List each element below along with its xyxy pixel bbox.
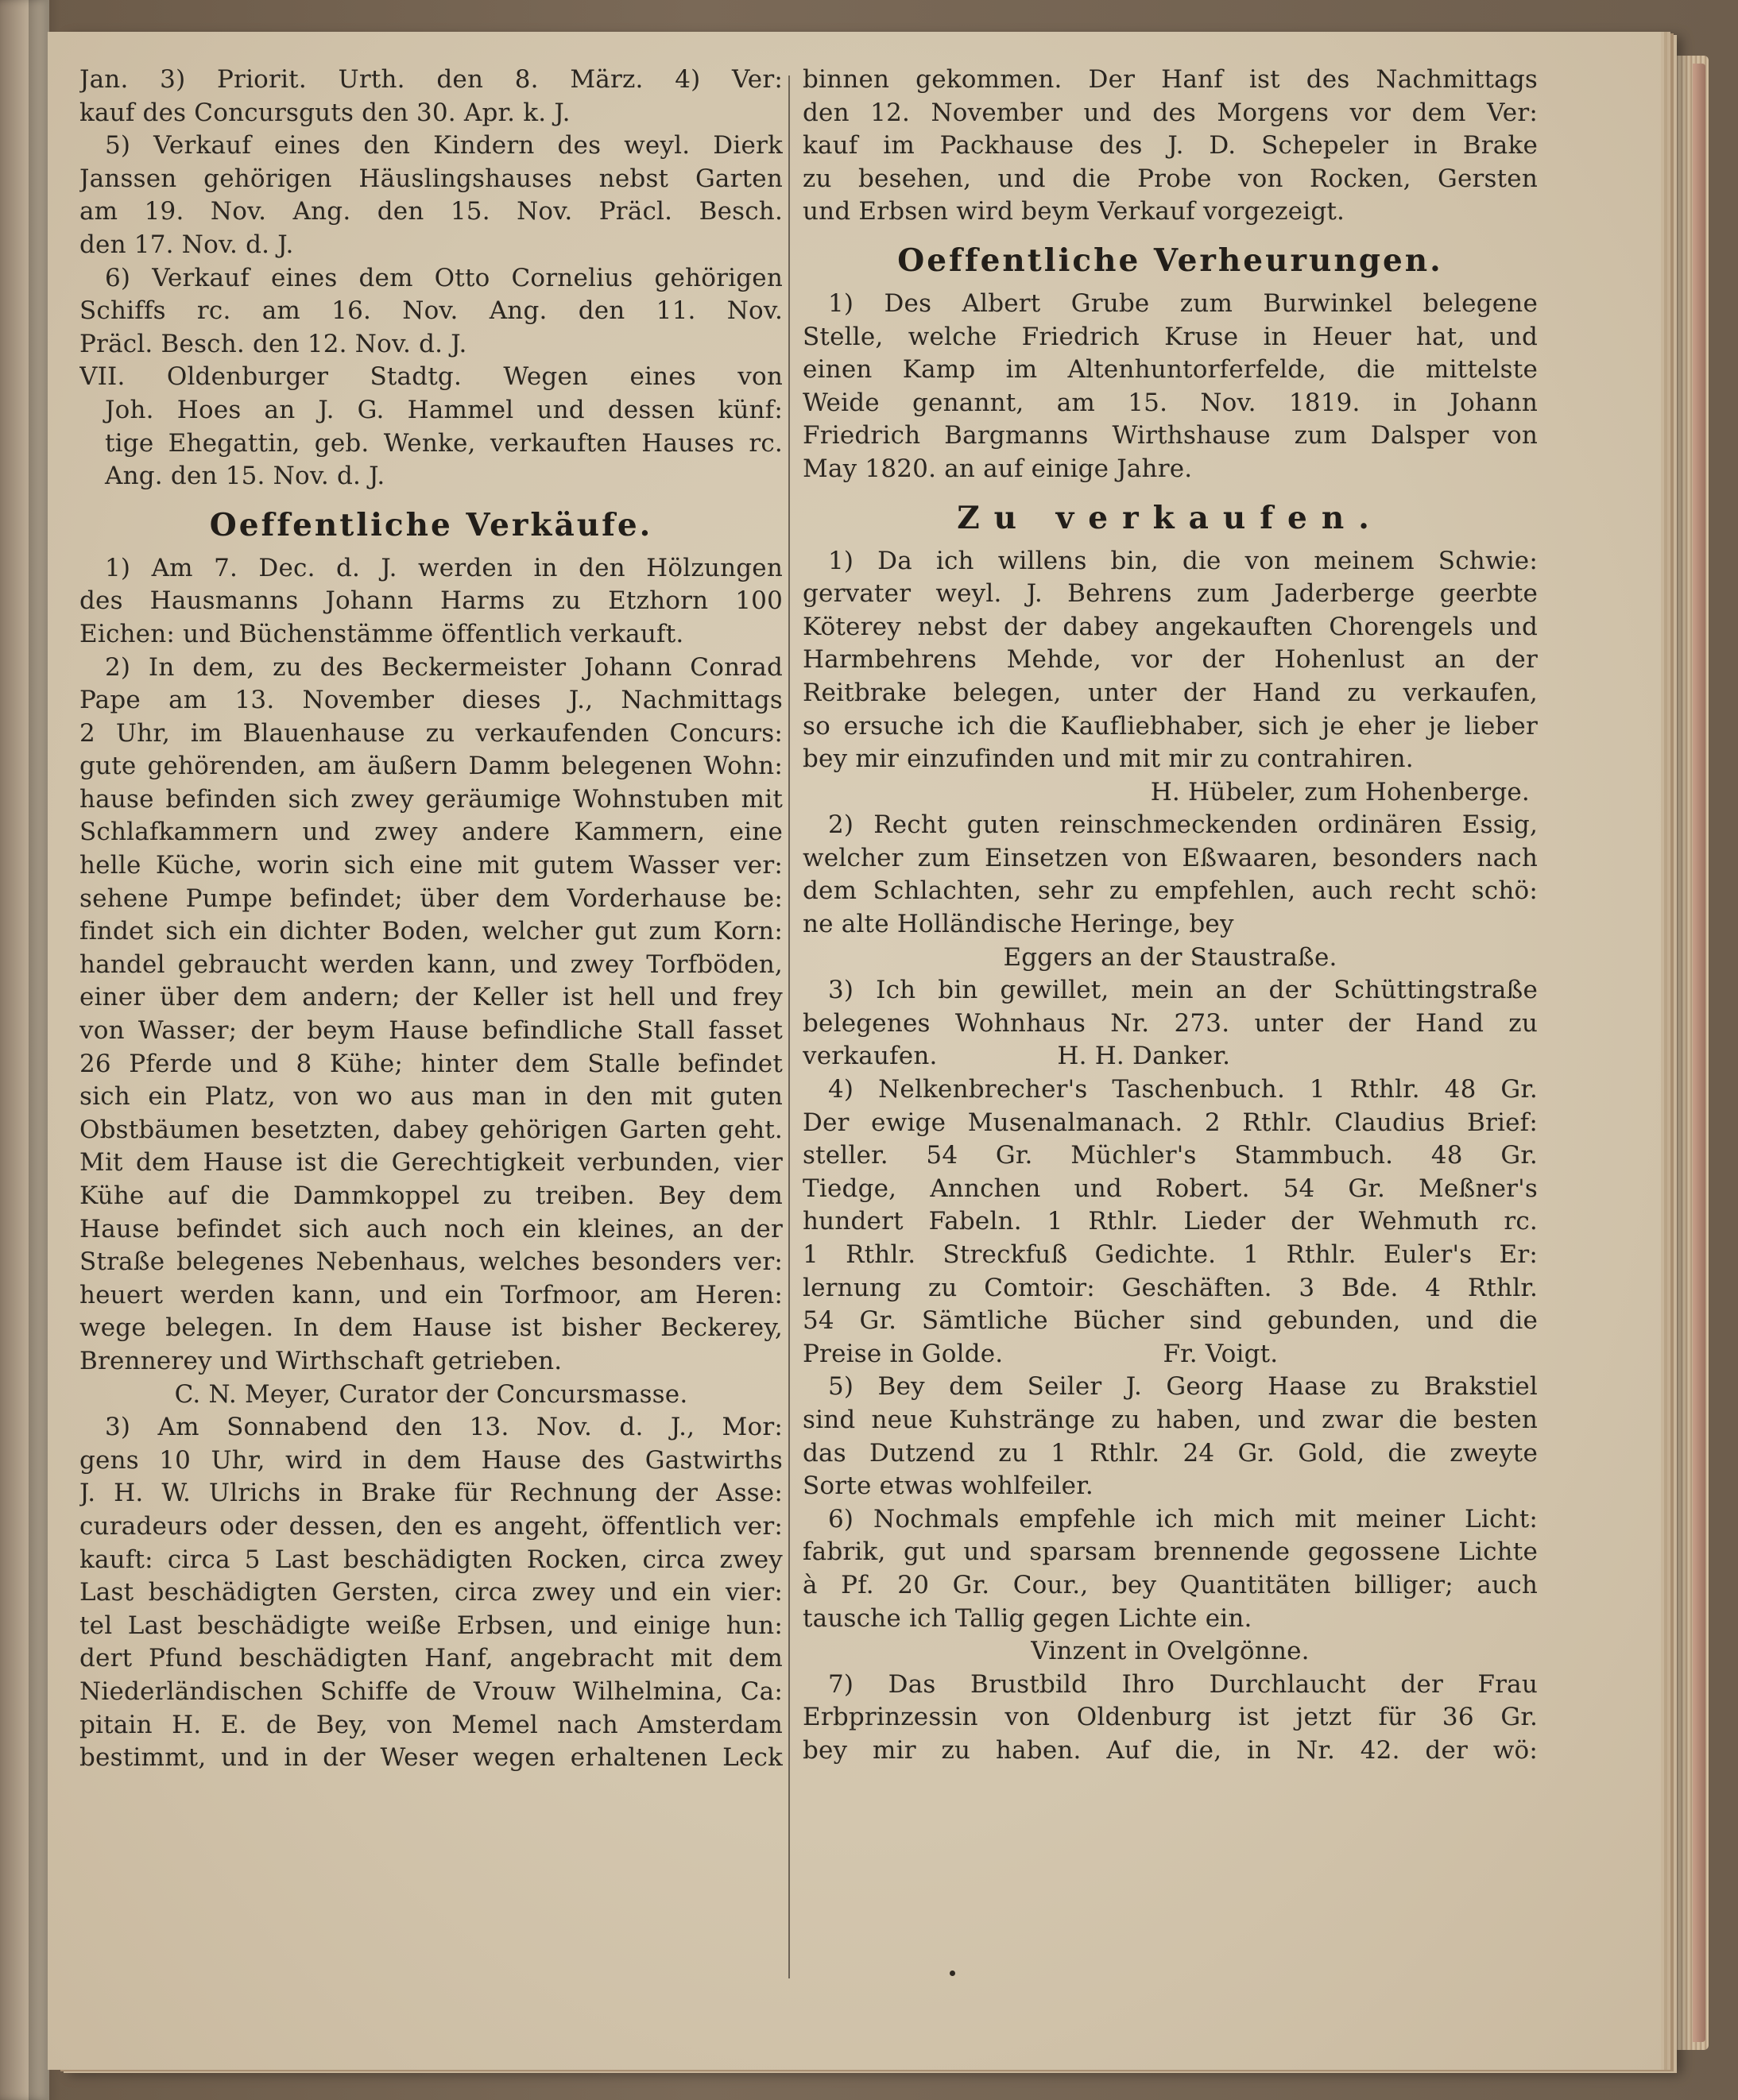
text-line: Last beschädigten Gersten, circa zwey und ein vier: xyxy=(79,1578,783,1607)
text-line: findet sich ein dichter Boden, welcher gut zum Korn: xyxy=(79,917,783,946)
text-line: hause befinden sich zwey geräumige Wohnstuben mit xyxy=(79,784,783,814)
text-line: 54 Gr. Sämtliche Bücher sind gebunden, und die xyxy=(803,1306,1538,1336)
text-line: Pape am 13. November dieses J., Nachmittags xyxy=(79,686,783,715)
text-line: bestimmt, und in der Weser wegen erhaltenen Leck xyxy=(79,1743,783,1773)
right-block-3 xyxy=(803,545,1538,810)
text-line: Preise in Golde. Fr. Voigt. xyxy=(803,1339,1279,1368)
text-line: 5) Bey dem Seiler J. Georg Haase zu Brakstiel xyxy=(828,1372,1538,1402)
text-line: den 12. November und des Morgens vor dem Ver: xyxy=(803,98,1538,127)
text-line: sind neue Kuhstränge zu haben, und zwar die besten xyxy=(803,1405,1538,1434)
text-line: einer über dem andern; der Keller ist hell und frey xyxy=(79,983,783,1012)
section-heading-verheurungen: Oeffentliche Verheurungen. xyxy=(897,242,1443,279)
text-line: 3) Am Sonnabend den 13. Nov. d. J., Mor: xyxy=(105,1413,783,1442)
text-line: 1 Rthlr. Streckfuß Gedichte. 1 Rthlr. Euler's Er: xyxy=(803,1240,1538,1269)
section-heading-zu-verkaufen: Zu verkaufen. xyxy=(957,499,1384,536)
text-line: einen Kamp im Altenhuntorferfelde, die mittelste xyxy=(803,355,1538,385)
text-line: kauft: circa 5 Last beschädigten Rocken, circa zwey xyxy=(79,1545,783,1574)
text-line: sich ein Platz, von wo aus man in den mit guten xyxy=(79,1082,783,1112)
text-line: tausche ich Tallig gegen Lichte ein. xyxy=(803,1603,1252,1633)
text-line: verkaufen. H. H. Danker. xyxy=(803,1042,1231,1071)
text-line: belegenes Wohnhaus Nr. 273. unter der Hand zu xyxy=(803,1008,1538,1038)
left-block-2 xyxy=(79,552,783,1411)
text-line: hundert Fabeln. 1 Rthlr. Lieder der Wehmuth rc. xyxy=(803,1207,1538,1236)
text-line: Tiedge, Annchen und Robert. 54 Gr. Meßner's xyxy=(803,1174,1538,1203)
left-column xyxy=(79,64,783,1775)
text-line: Schiffs rc. am 16. Nov. Ang. den 11. Nov. xyxy=(79,296,783,326)
text-line: Ang. den 15. Nov. d. J. xyxy=(105,462,385,491)
right-block-4 xyxy=(803,809,1538,974)
text-line: Der ewige Musenalmanach. 2 Rthlr. Claudius Brief: xyxy=(803,1108,1538,1137)
text-line: 1) Da ich willens bin, die von meinem Schwie: xyxy=(828,546,1538,575)
text-line: kauf im Packhause des J. D. Schepeler in Brake xyxy=(803,131,1538,160)
text-line: dert Pfund beschädigten Hanf, angebracht mit dem xyxy=(79,1644,783,1673)
text-line: tel Last beschädigte weiße Erbsen, und einige hun: xyxy=(79,1611,783,1640)
text-line: gute gehörenden, am äußern Damm belegenen Wohn: xyxy=(79,752,783,781)
text-line: 2 Uhr, im Blauenhause zu verkaufenden Concurs: xyxy=(79,718,783,748)
text-line: welcher zum Einsetzen von Eßwaaren, besonders nach xyxy=(803,843,1538,872)
text-line: des Hausmanns Johann Harms zu Etzhorn 100 xyxy=(79,586,783,616)
text-line: tige Ehegattin, geb. Wenke, verkauften Hauses rc. xyxy=(105,428,783,458)
text-line: Kühe auf die Dammkoppel zu treiben. Bey dem xyxy=(79,1181,783,1210)
right-column xyxy=(803,64,1538,1768)
text-line: kauf des Concursguts den 30. Apr. k. J. xyxy=(79,98,571,127)
section-heading-verkaeufe: Oeffentliche Verkäufe. xyxy=(209,506,653,543)
text-line: May 1820. an auf einige Jahre. xyxy=(803,454,1193,483)
text-line: Hause befindet sich auch noch ein kleines, an der xyxy=(79,1214,783,1243)
text-line: Weide genannt, am 15. Nov. 1819. in Johann xyxy=(803,388,1538,417)
right-block-6 xyxy=(803,1669,1538,1768)
signature: Vinzent in Ovelgönne. xyxy=(1031,1637,1310,1666)
text-line: gens 10 Uhr, wird in dem Hause des Gastwirths xyxy=(79,1445,783,1475)
text-line: zu besehen, und die Probe von Rocken, Gersten xyxy=(803,164,1538,193)
left-block-3 xyxy=(79,1411,783,1775)
text-line: 3) Ich bin gewillet, mein an der Schüttingstraße xyxy=(828,976,1538,1005)
text-line: Niederländischen Schiffe de Vrouw Wilhelmina, Ca: xyxy=(79,1677,783,1706)
text-line: pitain H. E. de Bey, von Memel nach Amsterdam xyxy=(79,1710,783,1739)
text-line: Janssen gehörigen Häuslingshauses nebst Garten xyxy=(79,164,783,193)
text-line: handel gebraucht werden kann, und zwey Torfböden, xyxy=(79,949,783,979)
text-line: Sorte etwas wohlfeiler. xyxy=(803,1472,1094,1501)
text-line: das Dutzend zu 1 Rthlr. 24 Gr. Gold, die zweyte xyxy=(803,1438,1538,1468)
right-block-1 xyxy=(803,64,1538,229)
text-line: 7) Das Brustbild Ihro Durchlaucht der Frau xyxy=(828,1669,1538,1699)
text-line: curadeurs oder dessen, den es angeht, öffentlich ver: xyxy=(79,1511,783,1541)
text-line: von Wasser; der beym Hause befindliche Stall fasset xyxy=(79,1016,783,1046)
text-line: Straße belegenes Nebenhaus, welches besonders ver: xyxy=(79,1247,783,1277)
text-line: Brennerey und Wirthschaft getrieben. xyxy=(79,1346,563,1375)
book-edge-right xyxy=(1693,64,1705,2042)
signature: C. N. Meyer, Curator der Concursmasse. xyxy=(174,1379,688,1409)
text-line: fabrik, gut und sparsam brennende gegossene Lichte xyxy=(803,1537,1538,1567)
text-line: dem Schlachten, sehr zu empfehlen, auch recht schö: xyxy=(803,876,1538,906)
text-line: Mit dem Hause ist die Gerechtigkeit verbunden, vier xyxy=(79,1148,783,1178)
text-line: steller. 54 Gr. Müchler's Stammbuch. 48 Gr. xyxy=(803,1141,1538,1170)
text-line: Köterey nebst der dabey angekauften Chorengels und xyxy=(803,612,1538,641)
left-block-1 xyxy=(79,64,783,493)
text-line: 2) Recht guten reinschmeckenden ordinären Essig, xyxy=(828,810,1538,840)
text-line: sehene Pumpe befindet; über dem Vorderhause be: xyxy=(79,884,783,913)
text-line: 26 Pferde und 8 Kühe; hinter dem Stalle befindet xyxy=(79,1049,783,1078)
text-line: helle Küche, worin sich eine mit gutem Wasser ver: xyxy=(79,851,783,880)
text-line: 2) In dem, zu des Beckermeister Johann Conrad xyxy=(105,652,783,682)
text-line: J. H. W. Ulrichs in Brake für Rechnung der Asse: xyxy=(79,1479,783,1508)
text-line: lernung zu Comtoir: Geschäften. 3 Bde. 4 Rthlr. xyxy=(803,1273,1538,1302)
text-line: wege belegen. In dem Hause ist bisher Beckerey, xyxy=(79,1313,783,1343)
text-line: Friedrich Bargmanns Wirthshause zum Dalsper von xyxy=(803,421,1538,451)
text-line: VII. Oldenburger Stadtg. Wegen eines von xyxy=(79,362,783,392)
text-line: Präcl. Besch. den 12. Nov. d. J. xyxy=(79,329,467,358)
text-line: 1) Des Albert Grube zum Burwinkel belegene xyxy=(828,288,1538,318)
text-line: 1) Am 7. Dec. d. J. werden in den Hölzungen xyxy=(105,553,783,582)
text-line: Joh. Hoes an J. G. Hammel und dessen künf: xyxy=(105,395,783,424)
right-block-5 xyxy=(803,974,1538,1668)
right-block-2 xyxy=(803,288,1538,486)
column-divider xyxy=(788,75,790,1978)
text-line: Jan. 3) Priorit. Urth. den 8. März. 4) Ver: xyxy=(79,65,783,94)
text-line: Schlafkammern und zwey andere Kammern, eine xyxy=(79,818,783,847)
text-line: Obstbäumen besetzten, dabey gehörigen Garten geht. xyxy=(79,1115,783,1144)
text-line: am 19. Nov. Ang. den 15. Nov. Präcl. Besch. xyxy=(79,197,783,226)
signature: H. Hübeler, zum Hohenberge. xyxy=(1150,777,1530,806)
text-line: 5) Verkauf eines den Kindern des weyl. Dierk xyxy=(105,131,783,160)
text-line: 6) Verkauf eines dem Otto Cornelius gehörigen xyxy=(105,263,783,292)
signature: Eggers an der Staustraße. xyxy=(1003,942,1337,972)
text-line: 4) Nelkenbrecher's Taschenbuch. 1 Rthlr. 48 Gr. xyxy=(828,1075,1538,1104)
ink-dot xyxy=(950,1970,955,1976)
text-line: so ersuche ich die Kaufliebhaber, sich je eher je lieber xyxy=(803,711,1538,741)
text-line: binnen gekommen. Der Hanf ist des Nachmittags xyxy=(803,65,1538,94)
text-line: bey mir einzufinden und mit mir zu contrahiren. xyxy=(803,744,1414,774)
text-line: ne alte Holländische Heringe, bey xyxy=(803,910,1234,939)
text-line: bey mir zu haben. Auf die, in Nr. 42. der wö: xyxy=(803,1735,1538,1765)
text-line: Stelle, welche Friedrich Kruse in Heuer hat, und xyxy=(803,322,1538,351)
text-line: Eichen: und Büchenstämme öffentlich verkauft. xyxy=(79,619,684,648)
text-line: Erbprinzessin von Oldenburg ist jetzt für 36 Gr. xyxy=(803,1703,1538,1732)
text-line: Reitbrake belegen, unter der Hand zu verkaufen, xyxy=(803,678,1538,707)
text-line: gervater weyl. J. Behrens zum Jaderberge geerbte xyxy=(803,579,1538,609)
text-line: Harmbehrens Mehde, vor der Hohenlust an der xyxy=(803,645,1538,675)
text-line: à Pf. 20 Gr. Cour., bey Quantitäten billiger; auch xyxy=(803,1570,1538,1599)
text-line: heuert werden kann, und ein Torfmoor, am Heren: xyxy=(79,1280,783,1309)
text-line: und Erbsen wird beym Verkauf vorgezeigt. xyxy=(803,197,1345,226)
text-line: den 17. Nov. d. J. xyxy=(79,230,294,259)
text-line: 6) Nochmals empfehle ich mich mit meiner Licht: xyxy=(828,1504,1538,1533)
